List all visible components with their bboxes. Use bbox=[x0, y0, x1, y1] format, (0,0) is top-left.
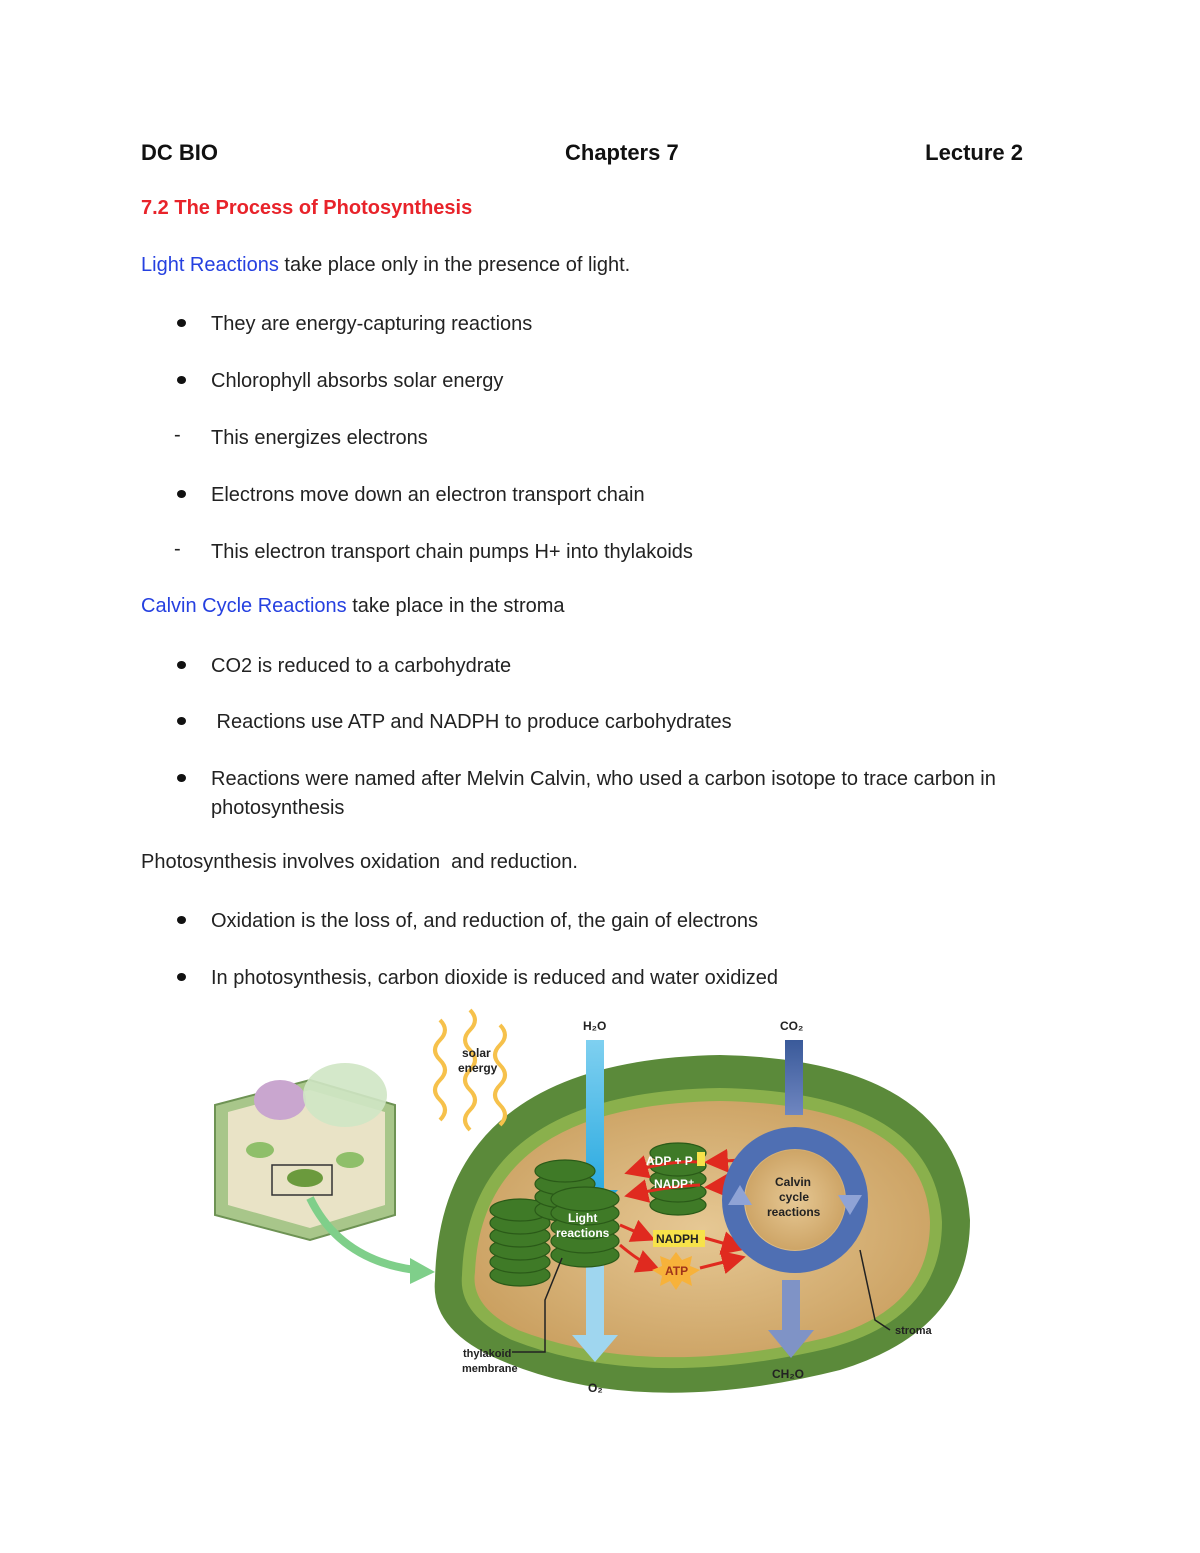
h2o-label: H₂O bbox=[583, 1019, 607, 1033]
plant-cell bbox=[215, 1063, 395, 1240]
calvin-label-1: Calvin bbox=[775, 1175, 812, 1189]
bullet-icon bbox=[177, 490, 186, 498]
redox-paragraph: Photosynthesis involves oxidation and reduction. bbox=[141, 851, 578, 873]
light-label-1: Light bbox=[568, 1211, 598, 1225]
section-title: 7.2 The Process of Photosynthesis bbox=[141, 197, 473, 219]
calvin-label-3: reactions bbox=[767, 1205, 821, 1219]
lecture-label: Lecture 2 bbox=[925, 140, 1023, 165]
bullet-icon bbox=[177, 916, 186, 924]
bullet-icon bbox=[177, 661, 186, 669]
light-reactions-desc: take place only in the presence of light. bbox=[278, 254, 631, 276]
ch2o-arrow bbox=[782, 1280, 800, 1335]
nucleus bbox=[254, 1080, 306, 1120]
calvin-cycle-paragraph bbox=[141, 595, 565, 618]
ch2o-label: CH₂O bbox=[772, 1367, 804, 1381]
phosphate-box bbox=[697, 1152, 705, 1166]
bullet-icon bbox=[177, 774, 186, 782]
light-reactions-paragraph bbox=[141, 254, 630, 277]
bullet-icon bbox=[177, 973, 186, 981]
co2-label: CO₂ bbox=[780, 1019, 804, 1033]
atp-label: ATP bbox=[665, 1264, 689, 1278]
bullet-icon bbox=[177, 319, 186, 327]
thylakoid-label-2: membrane bbox=[462, 1363, 518, 1375]
calvin-label-2: cycle bbox=[779, 1190, 810, 1204]
chapter-label: Chapters 7 bbox=[565, 140, 679, 165]
course-name: DC BIO bbox=[141, 140, 218, 165]
chloroplast-diagram bbox=[200, 1000, 980, 1420]
o2-label: O₂ bbox=[588, 1381, 603, 1395]
dash-icon: - bbox=[174, 424, 181, 446]
nadp-label: NADP⁺ bbox=[654, 1177, 695, 1191]
thylakoid-label-1: thylakoid bbox=[463, 1348, 512, 1360]
stroma-label: stroma bbox=[895, 1325, 932, 1337]
bullet-icon bbox=[177, 376, 186, 384]
solar-label-2: energy bbox=[458, 1061, 498, 1075]
bullet-icon bbox=[177, 717, 186, 725]
co2-arrow bbox=[785, 1040, 803, 1115]
page-header bbox=[141, 140, 1023, 174]
vacuole bbox=[303, 1063, 387, 1127]
solar-label-1: solar bbox=[462, 1046, 491, 1060]
calvin-cycle-desc: take place in the stroma bbox=[346, 595, 565, 617]
dash-icon: - bbox=[174, 538, 181, 560]
light-reactions-term: Light Reactions bbox=[141, 254, 279, 276]
adp-label: ADP + P bbox=[646, 1154, 693, 1168]
light-label-2: reactions bbox=[556, 1226, 610, 1240]
nadph-label: NADPH bbox=[656, 1232, 699, 1246]
calvin-cycle-term: Calvin Cycle Reactions bbox=[141, 595, 347, 617]
